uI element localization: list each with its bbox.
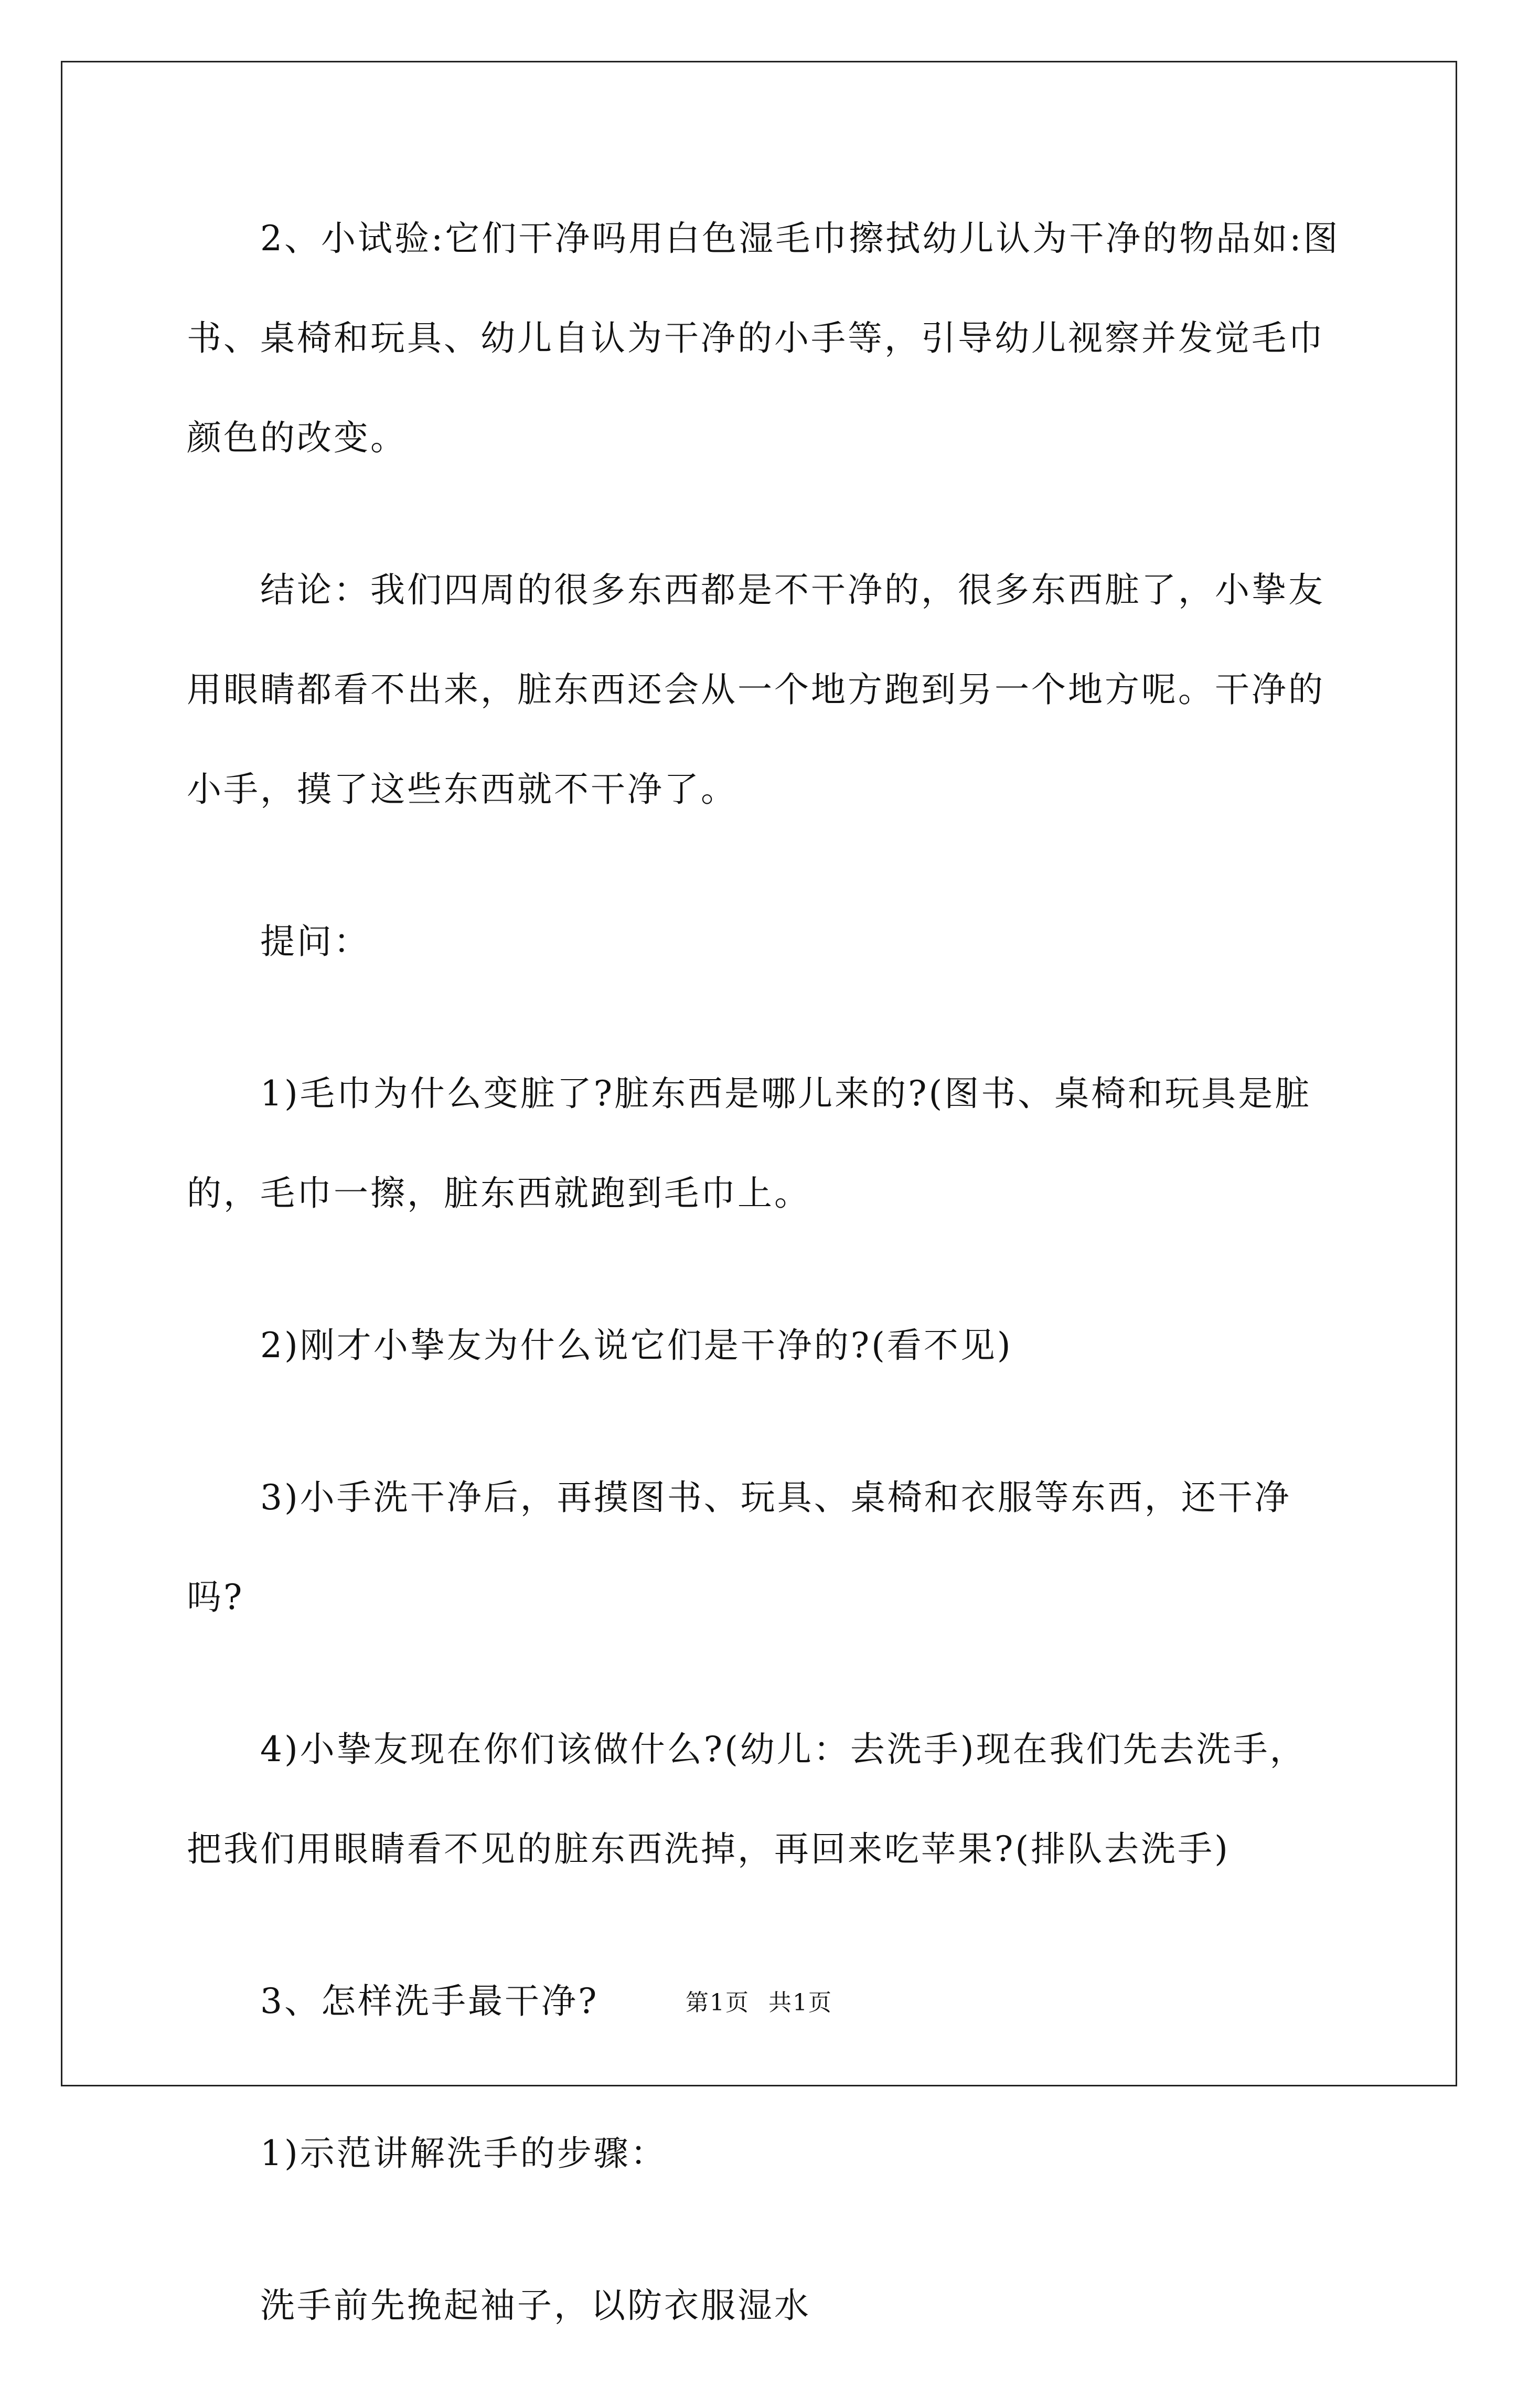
paragraph-conclusion: 结论：我们四周的很多东西都是不干净的，很多东西脏了，小挚友用眼睛都看不出来，脏东西还会从一个地方跑到另一个地方呢。干净的小手，摸了这些东西就不干净了。 (187, 570, 1325, 809)
paragraph-question-1: 1)毛巾为什么变脏了?脏东西是哪儿来的?(图书、桌椅和玩具是脏的，毛巾一擦，脏东西就跑到毛巾上。 (187, 1073, 1312, 1213)
paragraph-experiment: 2、小试验:它们干净吗用白色湿毛巾擦拭幼儿认为干净的物品如:图书、桌椅和玩具、幼儿自认为干净的小手等，引导幼儿视察并发觉毛巾颜色的改变。 (187, 218, 1340, 458)
paragraph-question-4: 4)小挚友现在你们该做什么?(幼儿：去洗手)现在我们先去洗手，把我们用眼睛看不见的脏东西洗掉，再回来吃苹果?(排队去洗手) (187, 1729, 1307, 1869)
page-footer (0, 1987, 1518, 2019)
document-body (187, 189, 1341, 2408)
paragraph-step-sleeves: 洗手前先挽起袖子，以防衣服湿水 (260, 2285, 811, 2326)
paragraph-question-heading: 提问： (260, 921, 370, 962)
paragraph-question-2: 2)刚才小挚友为什么说它们是干净的?(看不见) (260, 1325, 1013, 1366)
paragraph-step-demo: 1)示范讲解洗手的步骤： (260, 2133, 667, 2173)
paragraph-question-3: 3)小手洗干净后，再摸图书、玩具、桌椅和衣服等东西，还干净吗? (187, 1477, 1291, 1617)
total-pages-label: 共1页 (768, 1989, 832, 2016)
current-page-label: 第1页 (686, 1989, 750, 2016)
paragraph-section-3: 3、怎样洗手最干净? (260, 1981, 599, 2021)
